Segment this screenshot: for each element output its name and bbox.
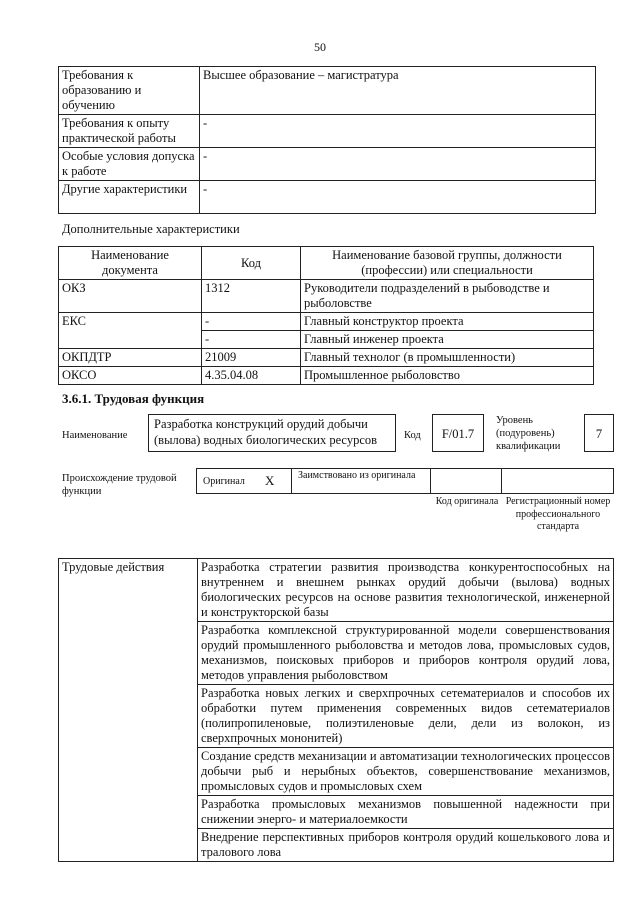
page-number: 50 [314,40,326,54]
table-cell: 4.35.04.08 [202,367,301,385]
table-cell: ЕКС [59,313,202,349]
labor-function-title: 3.6.1. Трудовая функция [62,391,205,406]
function-name-box: Разработка конструкций орудий добычи (вылова) водных биологических ресурсов [148,414,396,452]
table-cell: ОКСО [59,367,202,385]
requirements-row [59,181,596,214]
table-cell: Промышленное рыболовство [301,367,594,385]
code-label: Код [404,430,421,441]
labor-action-item: Разработка комплексной структурированной модели совершенствования орудий промышленного рыболовства и методов лова, промысловых судов, механизмов, поисковых приборов и приборов контроля орудий лова, методов управления рыболовством [198,622,614,685]
requirements-label: Требования к опыту практической работы [59,115,200,148]
original-box [196,468,292,494]
qualification-level-box: 7 [584,414,614,452]
table-cell: Главный технолог (в промышленности) [301,349,594,367]
borrowed-box [291,468,431,494]
table-cell: Главный инженер проекта [301,331,594,349]
original-code-box [430,468,502,494]
column-header: Наименование базовой группы, должности (профессии) или специальности [301,247,594,280]
table-cell: 21009 [202,349,301,367]
requirements-table [58,66,596,214]
requirements-value: - [200,148,596,181]
additional-characteristics-title: Дополнительные характеристики [62,222,240,236]
table-cell: ОКПДТР [59,349,202,367]
table-cell: 1312 [202,280,301,313]
table-cell: Руководители подразделений в рыбоводстве и рыболовстве [301,280,594,313]
original-code-label: Код оригинала [435,496,499,507]
origin-label: Происхождение трудовой функции [62,473,177,497]
table-row [59,280,594,313]
requirements-value: Высшее образование – магистратура [200,67,596,115]
table-cell: Главный конструктор проекта [301,313,594,331]
requirements-label: Другие характеристики [59,181,200,214]
table-row [59,367,594,385]
labor-action-item: Разработка стратегии развития производства конкурентоспособных на внутреннем и внешнем рынках орудий добычи (вылова) водных биологических ресурсов на основе развития технологической, инженерной и конструкторской базы [198,559,614,622]
column-header: Код [202,247,301,280]
labor-action-item: Внедрение перспективных приборов контроля орудий кошелькового лова и тралового лова [198,829,614,862]
labor-actions-header: Трудовые действия [59,559,198,862]
requirements-value: - [200,115,596,148]
requirements-row [59,115,596,148]
original-mark: X [265,473,275,488]
labor-actions-table [58,558,614,862]
name-label: Наименование [62,430,128,441]
table-row [59,559,614,622]
labor-action-item: Разработка промысловых механизмов повышенной надежности при снижении энерго- и материалоемкости [198,796,614,829]
labor-action-item: Разработка новых легких и сверхпрочных сетематериалов и способов их обработки путем применения современных видов сетематериалов (полипропиленовые, полиэтиленовые дели, дели из волокон, из сверхпрочных мононитей) [198,685,614,748]
borrowed-label: Заимствовано из оригинала [298,470,416,481]
requirements-value: - [200,181,596,214]
requirements-label: Требования к образованию и обучению [59,67,200,115]
function-code-box: F/01.7 [432,414,484,452]
table-row [59,349,594,367]
column-header: Наименование документа [59,247,202,280]
table-row [59,313,594,331]
requirements-label: Особые условия допуска к работе [59,148,200,181]
table-header-row [59,247,594,280]
requirements-row [59,67,596,115]
labor-action-item: Создание средств механизации и автоматизации технологических процессов добычи рыб и нерыбных объектов, совершенствование механизмов, промысловых судов и промысловых схем [198,748,614,796]
registration-number-label: Регистрационный номер профессионального стандарта [505,496,611,532]
original-label: Оригинал [203,476,245,487]
requirements-row [59,148,596,181]
additional-characteristics-table [58,246,594,385]
qualification-level-label: Уровень (подуровень) квалификации [496,415,561,452]
table-cell: - [202,331,301,349]
table-cell: - [202,313,301,331]
registration-number-box [501,468,614,494]
table-cell: ОКЗ [59,280,202,313]
